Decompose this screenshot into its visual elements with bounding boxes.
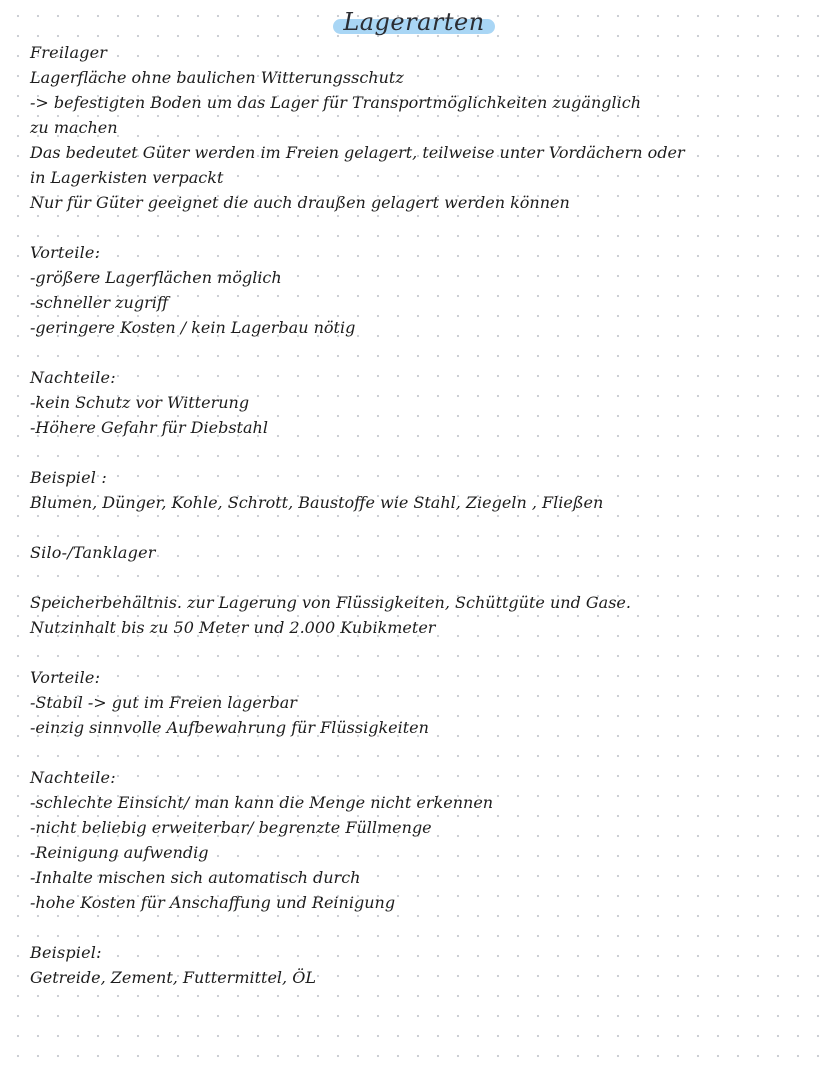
list-item: -Stabil -> gut im Freien lagerbar <box>30 693 297 712</box>
text-line: Nur für Güter geeignet die auch draußen gelagert werden können <box>30 193 570 212</box>
list-item: -hohe Kosten für Anschaffung und Reinigung <box>30 893 396 912</box>
spacer <box>30 565 750 590</box>
vorteile-heading: Vorteile: <box>30 668 101 687</box>
text-line: Das bedeutet Güter werden im Freien gelagert, teilweise unter Vordächern oder <box>30 143 685 162</box>
spacer <box>30 515 750 540</box>
page-title: Lagerarten <box>337 8 490 36</box>
list-item: -geringere Kosten / kein Lagerbau nötig <box>30 318 356 337</box>
beispiel-heading: Beispiel : <box>30 468 107 487</box>
spacer <box>30 340 750 365</box>
spacer <box>30 915 750 940</box>
list-item: -einzig sinnvolle Aufbewahrung für Flüssigkeiten <box>30 718 429 737</box>
section-heading: Freilager <box>30 43 108 62</box>
list-item: -größere Lagerflächen möglich <box>30 268 282 287</box>
title-container <box>0 8 828 36</box>
beispiel-text: Getreide, Zement, Futtermittel, ÖL <box>30 968 316 987</box>
list-item: -Höhere Gefahr für Diebstahl <box>30 418 268 437</box>
list-item: -schneller zugriff <box>30 293 169 312</box>
text-line: Speicherbehältnis. zur Lagerung von Flüssigkeiten, Schüttgüte und Gase. <box>30 593 631 612</box>
spacer <box>30 440 750 465</box>
list-item: -kein Schutz vor Witterung <box>30 393 250 412</box>
text-line: zu machen <box>30 118 118 137</box>
vorteile-heading: Vorteile: <box>30 243 101 262</box>
spacer <box>30 740 750 765</box>
text-line: Nutzinhalt bis zu 50 Meter und 2.000 Kubikmeter <box>30 618 436 637</box>
text-line: Lagerfläche ohne baulichen Witterungsschutz <box>30 68 404 87</box>
spacer <box>30 215 750 240</box>
text-line: -> befestigten Boden um das Lager für Transportmöglichkeiten zugänglich <box>30 93 641 112</box>
text-line: in Lagerkisten verpackt <box>30 168 224 187</box>
list-item: -schlechte Einsicht/ man kann die Menge nicht erkennen <box>30 793 494 812</box>
section-heading: Silo-/Tanklager <box>30 543 156 562</box>
list-item: -nicht beliebig erweiterbar/ begrenzte Füllmenge <box>30 818 432 837</box>
spacer <box>30 640 750 665</box>
section-freilager <box>30 40 750 540</box>
list-item: -Inhalte mischen sich automatisch durch <box>30 868 361 887</box>
beispiel-heading: Beispiel: <box>30 943 102 962</box>
note-body <box>30 40 750 990</box>
list-item: -Reinigung aufwendig <box>30 843 209 862</box>
nachteile-heading: Nachteile: <box>30 768 116 787</box>
beispiel-text: Blumen, Dünger, Kohle, Schrott, Baustoffe wie Stahl, Ziegeln , Fließen <box>30 493 604 512</box>
section-silolager <box>30 540 750 990</box>
nachteile-heading: Nachteile: <box>30 368 116 387</box>
